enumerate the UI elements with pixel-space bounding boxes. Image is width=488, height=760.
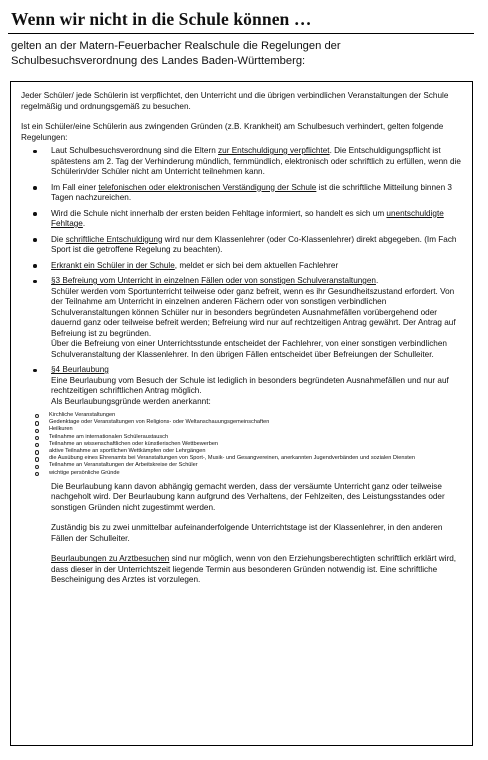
list-item: Teilnahme an Veranstaltungen der Arbeitskreise der Schüler <box>21 462 463 469</box>
exemption-paragraph-1: Schüler werden vom Sportunterricht teilweise oder ganz befreit, wenn es ihr Gesundheitszustand erfordert. Von der Teilnahme am Unterricht in einzelnen anderen Fächern oder von sonstigen verbindlichen Schulveranstaltungen können Schüler nur in besonders begründeten Ausnahmefällen vorübergehend oder dauernd ganz oder teilweise befreit werden; Befreiung wird nur auf rechtzeitigen Antrag gewährt. Der Antrag auf Befreiung ist zu begründen. <box>51 286 456 338</box>
rule-text: Die <box>51 234 66 244</box>
list-item: Kirchliche Veranstaltungen <box>21 412 463 419</box>
title-divider <box>8 33 474 34</box>
leave-details <box>51 482 463 586</box>
rule-emphasis: schriftliche Entschuldigung <box>65 234 163 244</box>
rule-exemption <box>21 276 463 360</box>
list-item: Heilkuren <box>21 426 463 433</box>
rule-emphasis: telefonischen oder elektronischen Verständigung der Schule <box>98 182 317 192</box>
list-item: Gedenktage oder Veranstaltungen von Religions- oder Weltanschauungsgemeinschaften <box>21 419 463 426</box>
rules-list <box>21 146 463 407</box>
leave-reasons-heading: Als Beurlaubungsgründe werden anerkannt: <box>51 396 211 406</box>
doctor-visit-emphasis: Beurlaubungen zu Arztbesuchen <box>51 554 170 564</box>
rule-written-excuse <box>21 235 463 256</box>
exemption-paragraph-2: Über die Befreiung von einer Unterrichtsstunde entscheidet der Fachlehrer, von einer sonstigen verbindlichen Schulveranstaltung der Klassenlehrer. In den übrigen Fällen entscheidet über Befreiungen der Schulleiter. <box>51 339 447 359</box>
rule-text: , meldet er sich bei dem aktuellen Fachlehrer <box>174 260 339 270</box>
duty-paragraph: Jeder Schüler/ jede Schülerin ist verpflichtet, den Unterricht und die übrigen verbindlichen Veranstaltungen der Schule regelmäßig und ordnungsgemäß zu besuchen. <box>21 91 449 111</box>
rule-leave <box>21 365 463 407</box>
rule-text: wird nur dem Klassenlehrer (oder Co-Klassenlehrer) direkt abgegeben. (Im Fach Sport ist die getroffene Regelung zu beachten). <box>51 234 457 254</box>
doctor-visit-text: sind nur möglich, wenn von den Erziehungsberechtigten schriftlich erklärt wird, dass dieser in der Unterrichtszeit liegende Termin aus besonderen Gründen notwendig ist. Eine schriftliche Bescheinigung des Arztes ist vorzulegen. <box>51 554 457 585</box>
rule-emphasis: Erkrankt ein Schüler in der Schule <box>51 260 175 270</box>
rule-ill-at-school <box>21 261 463 272</box>
regulations-content <box>21 91 463 586</box>
list-item: Teilnahme am internationalen Schüleraustausch <box>21 434 463 441</box>
rule-excuse-duty <box>21 146 463 178</box>
rule-text: Wird die Schule nicht innerhalb der ersten beiden Fehltage informiert, so handelt es sich um <box>51 208 387 218</box>
rule-text: ist die schriftliche Mitteilung binnen 3 Tagen nachzureichen. <box>51 182 452 202</box>
section-heading-leave: §4 Beurlaubung <box>51 365 109 374</box>
rule-text: Im Fall einer <box>51 182 99 192</box>
rule-text: . Die Entschuldigungspflicht ist spätestens am 2. Tag der Verhinderung mündlich, fernmündlich, elektronisch oder schriftlich zu erfüllen, wenn die Schülerin/der Schüler nicht am Unterricht teilnehmen kann. <box>51 146 461 176</box>
rule-emphasis: zur Entschuldigung verpflichtet <box>218 146 330 155</box>
leave-paragraph-4: Zuständig bis zu zwei unmittelbar aufeinanderfolgende Unterrichtstage ist der Klassenlehrer, in den anderen Fällen der Schulleiter. <box>51 523 443 543</box>
leave-reasons-list <box>21 412 463 477</box>
rule-emphasis: unentschuldigte Fehltage <box>51 208 444 228</box>
absence-paragraph: Ist ein Schüler/eine Schülerin aus zwingenden Gründen (z.B. Krankheit) am Schulbesuch verhindert, gelten folgende Regelungen: <box>21 122 444 142</box>
leave-paragraph-1: Eine Beurlaubung vom Besuch der Schule ist lediglich in besonders begründeten Ausnahmefällen und nur auf rechtzeitigen schriftlichen Antrag möglich. <box>51 375 449 395</box>
document-title: Wenn wir nicht in die Schule können … <box>11 9 312 29</box>
list-item: die Ausübung eines Ehrenamts bei Veranstaltungen von Sport-, Musik- und Gesangvereinen, anerkannten Jugendverbänden und sozialen Diensten <box>21 455 463 462</box>
rule-phone-notice <box>21 183 463 204</box>
rule-text: Laut Schulbesuchsverordnung sind die Eltern <box>51 146 219 155</box>
leave-paragraph-3: Die Beurlaubung kann davon abhängig gemacht werden, dass der versäumte Unterricht ganz oder teilweise nachgeholt wird. Der Beurlaubung kann aufgrund des Verhaltens, der Fehlzeiten, des Leistungsstandes oder sonstigen Gründen nicht zugestimmt werden. <box>51 481 445 512</box>
list-item: Teilnahme an wissenschaftlichen oder künstlerischen Wettbewerben <box>21 441 463 448</box>
doctor-visit-paragraph <box>51 554 463 586</box>
section-heading-exemption: §3 Befreiung vom Unterricht in einzelnen Fällen oder von sonstigen Schulveranstaltungen <box>51 276 376 285</box>
rule-text: . <box>375 276 379 285</box>
list-item: wichtige persönliche Gründe <box>21 470 463 477</box>
regulations-box <box>10 81 473 746</box>
intro-text: gelten an der Matern-Feuerbacher Realschule die Regelungen der Schulbesuchsverordnung des Landes Baden-Württemberg: <box>11 40 341 67</box>
rule-unexcused <box>21 209 463 230</box>
rule-text: . <box>82 219 86 228</box>
list-item: aktive Teilnahme an sportlichen Wettkämpfen oder Lehrgängen <box>21 448 463 455</box>
